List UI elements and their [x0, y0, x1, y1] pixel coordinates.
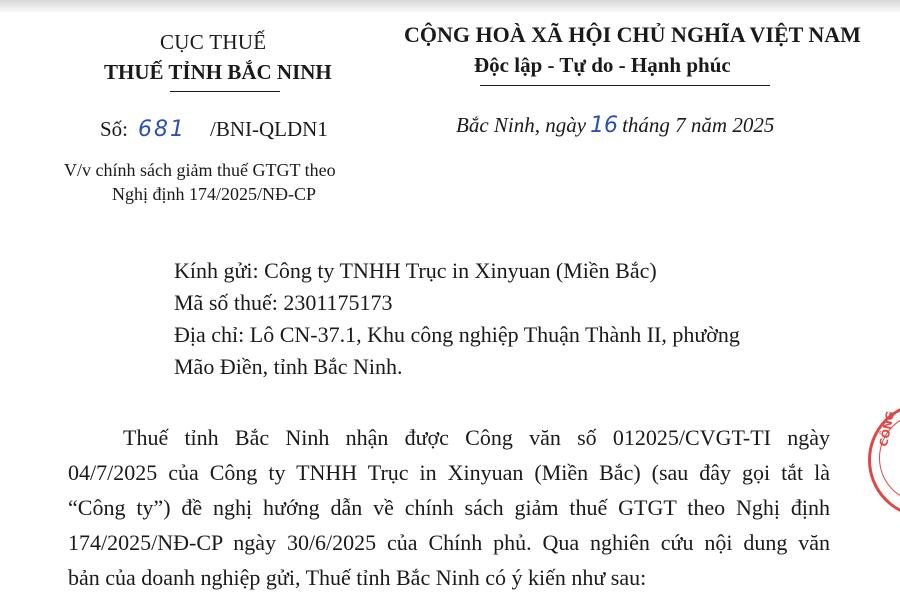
- subject-line-2: Nghị định 174/2025/NĐ-CP: [112, 184, 317, 204]
- motto-underline: [480, 85, 770, 86]
- recipient-address-cont: Mão Điền, tỉnh Bắc Ninh.: [174, 354, 403, 379]
- official-seal: [868, 402, 900, 518]
- national-title: CỘNG HOÀ XÃ HỘI CHỦ NGHĨA VIỆT NAM: [404, 22, 861, 47]
- date-prefix: Bắc Ninh, ngày: [456, 113, 587, 137]
- recipient-name: Kính gửi: Công ty TNHH Trục in Xinyuan (Miền Bắc): [174, 258, 657, 283]
- body-line: “Công ty”) đề nghị hướng dẫn về chính sách giảm thuế GTGT theo Nghị định: [68, 495, 830, 520]
- document-code: /BNI-QLDN1: [210, 117, 328, 141]
- recipient-tax-code: Mã số thuế: 2301175173: [174, 290, 393, 315]
- agency-underline: [170, 91, 280, 92]
- agency-name: CỤC THUẾ: [160, 30, 267, 54]
- date-day-handwritten: 16: [590, 113, 619, 138]
- body-line: 04/7/2025 của Công ty TNHH Trục in Xinyuan (Miền Bắc) (sau đây gọi tắt là: [68, 460, 830, 485]
- agency-subname: THUẾ TỈNH BẮC NINH: [104, 60, 332, 84]
- body-line: Thuế tỉnh Bắc Ninh nhận được Công văn số 012025/CVGT-TI ngày: [123, 425, 830, 450]
- national-motto: Độc lập - Tự do - Hạnh phúc: [474, 53, 731, 77]
- body-line: bản của doanh nghiệp gửi, Thuế tỉnh Bắc Ninh có ý kiến như sau:: [68, 565, 647, 590]
- date-suffix: tháng 7 năm 2025: [622, 113, 775, 137]
- document-date: [456, 113, 774, 138]
- body-line: 174/2025/NĐ-CP ngày 30/6/2025 của Chính phủ. Qua nghiên cứu nội dung văn: [68, 530, 830, 555]
- recipient-address: Địa chỉ: Lô CN-37.1, Khu công nghiệp Thuận Thành II, phường: [174, 322, 740, 347]
- subject-line-1: V/v chính sách giảm thuế GTGT theo: [64, 160, 336, 180]
- body-paragraph: [68, 420, 830, 595]
- document-number: [100, 117, 328, 142]
- seal-text: CÔNG: [877, 410, 898, 448]
- document-number-label: Số:: [100, 117, 129, 141]
- scan-shadow: [0, 0, 900, 14]
- document-number-handwritten: 681: [138, 117, 187, 142]
